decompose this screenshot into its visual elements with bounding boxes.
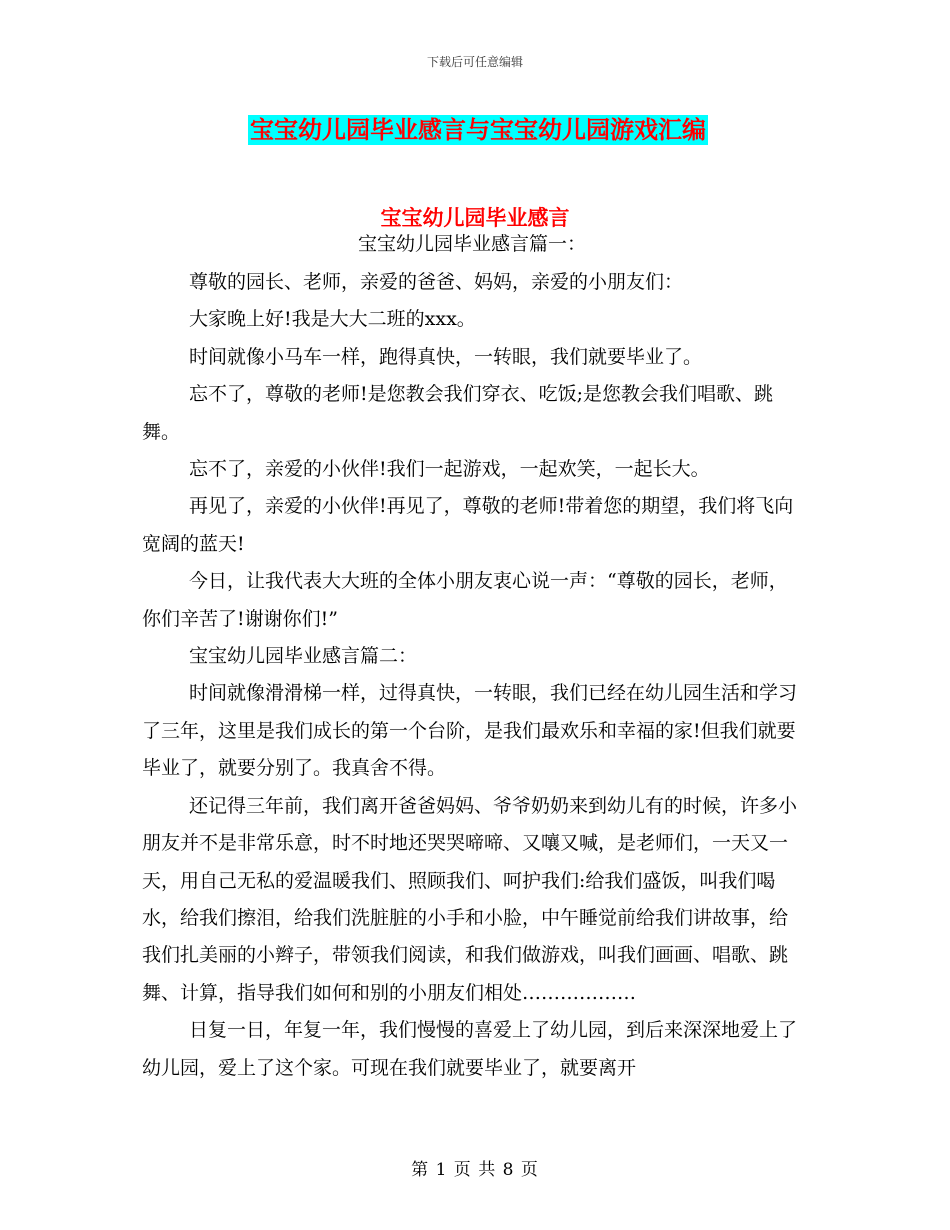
subsection-heading: 宝宝幼儿园毕业感言篇一：	[357, 233, 586, 255]
document-title: 宝宝幼儿园毕业感言与宝宝幼儿园游戏汇编	[250, 115, 706, 144]
section-title: 宝宝幼儿园毕业感言	[380, 205, 570, 230]
paragraph: 忘不了，亲爱的小伙伴!我们一起游戏，一起欢笑，一起长大。	[189, 458, 710, 481]
page-header: 下载后可任意编辑	[426, 55, 523, 69]
paragraph: 尊敬的园长、老师，亲爱的爸爸、妈妈，亲爱的小朋友们：	[189, 271, 684, 293]
page-footer: 第 1 页 共 8 页	[411, 1160, 539, 1180]
subsection-heading: 宝宝幼儿园毕业感言篇二：	[189, 645, 418, 668]
paragraph: 时间就像小马车一样，跑得真快，一转眼，我们就要毕业了。	[189, 345, 703, 368]
paragraph: 再见了，亲爱的小伙伴!再见了，尊敬的老师!带着您的期望，我们将飞向宽阔的蓝天!	[142, 495, 794, 555]
paragraph: 今日，让我代表大大班的全体小朋友衷心说一声：“尊敬的园长，老师，你们辛苦了!谢谢你们!”	[142, 570, 788, 630]
paragraph: 还记得三年前，我们离开爸爸妈妈、爷爷奶奶来到幼儿有的时候，许多小朋友并不是非常乐意，时不时地还哭哭啼啼、又嚷又喊，是老师们，一天又一天，用自己无私的爱温暖我们、照顾我们、呵护我们:给我们盛饭，叫我们喝水，给我们擦泪，给我们洗脏脏的小手和小脸，中午睡觉前给我们讲故事，给我们扎美丽的小辫子，带领我们阅读，和我们做游戏，叫我们画画、唱歌、跳舞、计算，指导我们如何和别的小朋友们相处………………	[142, 794, 798, 1004]
document-body	[142, 230, 802, 1087]
paragraph: 时间就像滑滑梯一样，过得真快，一转眼，我们已经在幼儿园生活和学习了三年，这里是我们成长的第一个台阶，是我们最欢乐和幸福的家!但我们就要毕业了，就要分别了。我真舍不得。	[142, 682, 798, 780]
paragraph: 日复一日，年复一年，我们慢慢的喜爱上了幼儿园，到后来深深地爱上了幼儿园，爱上了这个家。可现在我们就要毕业了，就要离开	[142, 1019, 798, 1079]
paragraph: 大家晚上好!我是大大二班的xxx。	[189, 308, 476, 331]
paragraph: 忘不了，尊敬的老师!是您教会我们穿衣、吃饭;是您教会我们唱歌、跳舞。	[142, 383, 774, 443]
